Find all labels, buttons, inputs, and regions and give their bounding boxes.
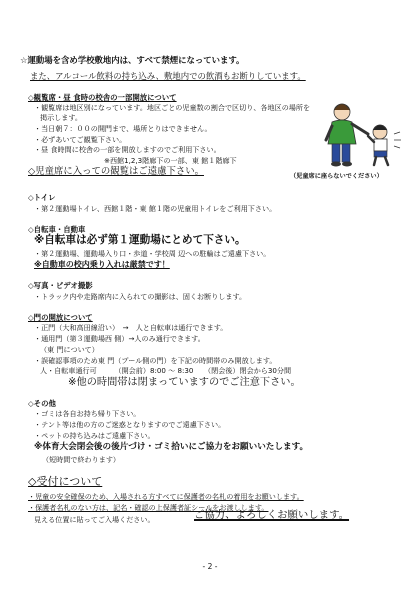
viewing-line-4: ・必ずあいてご観覧下さい。: [34, 135, 127, 144]
gates-line-2: ・通用門（第３運動場西 側）→人のみ通行できます。: [34, 334, 205, 343]
illustration-caption: （児童席に座らないでください）: [290, 173, 383, 180]
bicycle-line: ・第２運動場、運動場入り口・歩道・学校周 辺への駐輪はご遠慮下さい。: [34, 249, 271, 258]
reception-line-3: 見える位置に貼ってご入場ください。: [34, 515, 155, 524]
gates-line-3: （東 門について）: [40, 345, 99, 354]
teacher-child-illustration: [318, 98, 404, 170]
toilet-heading: ◇トイレ: [28, 193, 56, 202]
car-prohibited-notice: ※自動車の校内乗り入れは厳禁です！: [34, 260, 170, 269]
toilet-line: ・第２運動場トイレ、西館１階・東 館１階の児童用トイレをご利用下さい。: [34, 204, 277, 213]
photo-line: ・トラック内や走路席内に入られての撮影は、固くお断りします。: [34, 292, 247, 301]
reception-line-2: ・保護者名札のない方は、記名・確認の上保護者証シールをお渡しします。: [28, 503, 269, 512]
page-number: - 2 -: [202, 562, 218, 571]
other-line-1: ・ゴミは各自お持ち帰り下さい。: [34, 409, 141, 418]
no-smoking-notice: ☆運動場を含め学校敷地内は、すべて禁煙になっています。: [20, 55, 245, 65]
gates-line-1: ・正門（大和高田線沿い） → 人と自転車は通行できます。: [34, 323, 228, 332]
bicycle-parking-notice: ※自転車は必ず第１運動場にとめて下さい。: [34, 234, 246, 246]
other-heading: ◇その他: [28, 399, 56, 408]
viewing-line-2: 掲示します。: [40, 113, 82, 122]
reception-heading: ◇受付について: [28, 475, 103, 488]
viewing-line-5: ・昼 食時間に校舎の一部を開放しますのでご利用下さい。: [34, 145, 221, 154]
cleanup-notice: ※体育大会閉会後の後片づけ・ゴミ拾いにご協力をお願いいたします。: [34, 442, 309, 452]
viewing-line-1: ・観覧席は地区別になっています。地区ごとの児童数の割合で区切り、各地区の場所を: [34, 103, 311, 112]
gates-note: ※他の時間帯は閉まっていますのでご注意下さい。: [68, 377, 301, 388]
reception-line-1: ・児童の安全確保のため、入場される方すべてに保護者の名札の着用をお願いします。: [28, 492, 304, 501]
other-line-3: ・ペットの持ち込みはご遠慮下さい。: [34, 431, 155, 440]
gates-line-4: ・誤確認事項のため東 門（プール側の門）を下記の時間帯のみ開放します。: [34, 356, 277, 365]
gates-line-5: 人・自転車通行可 （開会前）8:00 ～ 8:30 （閉会後）閉会から30分間: [40, 366, 292, 375]
no-alcohol-notice: また、アルコール飲料の持ち込み、敷地内での飲酒もお断りしています。: [30, 71, 306, 81]
thanks-message: ご協力、よろしくお願いします。: [194, 509, 350, 521]
other-line-2: ・テント等は他の方のご迷惑となりますのでご遠慮下さい。: [34, 420, 226, 429]
bicycle-heading: ◇自転車・自動車: [28, 225, 86, 234]
cleanup-sub: （短時間で終わります）: [42, 455, 121, 464]
gates-heading: ◇門の開放について: [28, 313, 93, 322]
viewing-line-6: ※西館1,2,3階廊下の一部、東 館１階廊下: [104, 156, 237, 165]
viewing-heading: ◇観覧席・昼 食時の校舎の一部開放について: [28, 93, 177, 102]
viewing-notice: ◇児童席に入っての観覧はご遠慮下さい。: [28, 166, 204, 177]
photo-heading: ◇写真・ビデオ撮影: [28, 281, 93, 290]
viewing-line-3: ・当日朝７：００の開門まで、場所とりはできません。: [34, 124, 212, 133]
